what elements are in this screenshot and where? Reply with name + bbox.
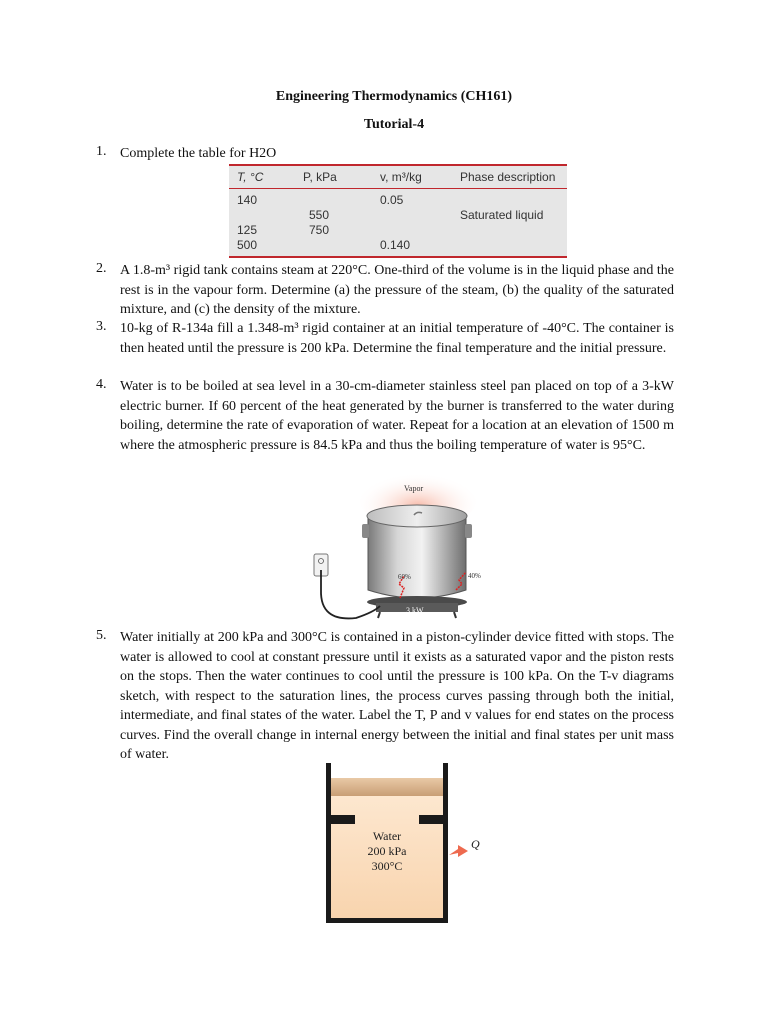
question-number-3: 3. [96,319,107,334]
table-header-cell: Phase description [460,170,556,184]
heat-label: Q [471,837,480,851]
question-text-4: Water is to be boiled at sea level in a 30-cm-diameter stainless steel pan placed on top of a 3-kW electric burner. If 60 percent of the heat generated by the burner is transferred to the water during boiling, determine the rate of evaporation of water. Repeat for a location at an elevation of 1500 m where the atmospheric pressure is 84.5 kPa and thus the boiling temperature of water is 95°C. [120,379,674,453]
table-header-row [229,166,567,189]
burner-power-label: 3 kW [406,606,424,615]
table-header-cell: P, kPa [303,170,337,184]
pot-handle-left [362,524,369,538]
pot-body [368,516,466,598]
table-cell: 0.140 [380,238,411,252]
question-number-5: 5. [96,628,107,643]
piston [331,778,443,796]
question-number-1: 1. [96,144,107,159]
temperature-label: 300°C [371,859,403,873]
question-text-5: Water initially at 200 kPa and 300°C is contained in a piston-cylinder device fitted with stops. The water is allowed to cool at constant pressure until it exists as a saturated vapor and the piston rests on the stops. Then the water continues to cool until the pressure is 100 kPa. On the T-v diagrams sketch, with respect to the saturation lines, the process curves passing through both the initial, intermediate, and final states of the water. Label the T, P and v values for end states on the process curves. Find the overall change in internal energy between the initial and final states per unit mass of water. [120,630,674,762]
table-cell: 0.05 [380,193,404,207]
table-cell: 140 [237,193,258,207]
boiling-pan-figure [296,472,508,624]
cylinder-wall-left [326,763,331,923]
table-cell: 550 [309,208,330,222]
table-cell: 125 [237,223,258,237]
question-text-3: 10-kg of R-134a fill a 1.348-m³ rigid container at an initial temperature of -40°C. The container is then heated until the pressure is 200 kPa. Determine the final temperature and the initial pressure. [120,321,674,356]
heat-out-arrow-icon [449,845,468,857]
pot-handle-right [465,524,472,538]
table-cell: 500 [237,238,258,252]
pressure-label: 200 kPa [367,844,407,858]
piston-cylinder-figure [326,763,496,923]
h2o-property-table [229,164,567,258]
course-title: Engineering Thermodynamics (CH161) [275,89,513,104]
question-text-2: A 1.8-m³ rigid tank contains steam at 220°C. One-third of the volume is in the liquid phase and the rest is in the vapour form. Determine (a) the pressure of the steam, (b) the quality of the saturated mixture, and (c) the density of the mixture. [120,263,674,317]
vapor-label: Vapor [404,484,424,493]
tutorial-title: Tutorial-4 [363,117,425,132]
question-number-4: 4. [96,377,107,392]
table-cell: Saturated liquid [460,208,544,222]
table-cell: 750 [309,223,330,237]
cylinder-bottom [326,918,448,923]
pct-60-label: 60% [398,573,411,581]
burner-leg [454,612,456,618]
stop-left [331,815,355,824]
stop-right [419,815,443,824]
burner-leg [378,612,380,618]
question-text-1: Complete the table for H2O [120,146,277,161]
pct-40-label: 40% [468,572,481,580]
pot-lid [367,505,467,527]
table-header-cell: T, °C [237,170,264,184]
water-label: Water [372,829,402,843]
table-header-cell: v, m³/kg [380,170,422,184]
question-number-2: 2. [96,261,107,276]
cylinder-wall-right [443,763,448,923]
